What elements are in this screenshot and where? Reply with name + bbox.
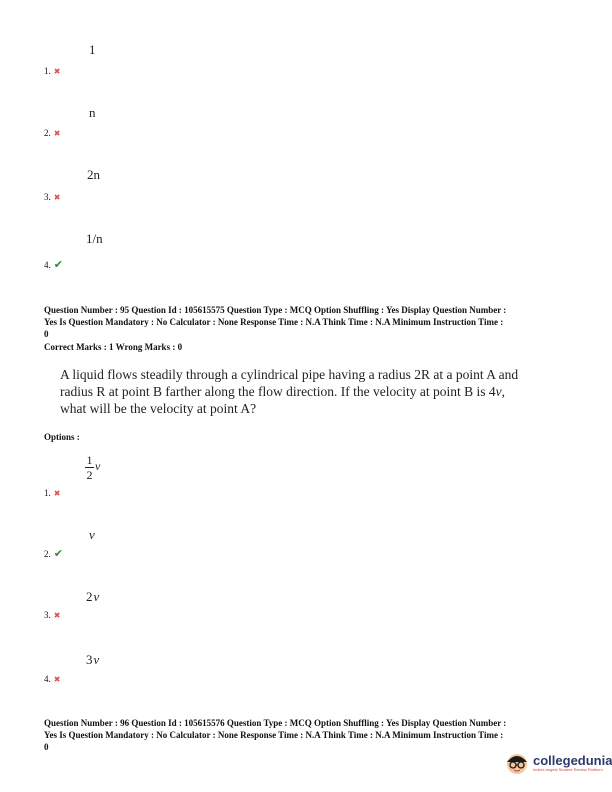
prev-option-4-text: 1/n (86, 231, 103, 246)
mascot-icon (504, 750, 530, 776)
prev-option-1-text: 1 (89, 42, 96, 57)
q95-meta-line1: Question Number : 95 Question Id : 105615575 Question Type : MCQ Option Shuffling : Yes Display Question Number : (44, 305, 507, 315)
prev-option-2-text: n (89, 105, 96, 120)
collegedunia-logo (500, 748, 612, 778)
velocity-symbol: v (95, 459, 101, 474)
check-icon: ✔ (53, 548, 63, 560)
prev-option-4-label (44, 258, 63, 271)
q95-option-2-label (44, 547, 63, 560)
velocity-symbol: v (495, 384, 502, 399)
question-line-3: what will be the velocity at point A? (60, 401, 257, 416)
q95-meta-line2: Yes Is Question Mandatory : No Calculator : None Response Time : N.A Think Time : N.A Minimum Instruction Time : (44, 317, 504, 327)
q95-question-text (60, 366, 550, 417)
q95-meta-line3: 0 (44, 329, 49, 339)
option-coefficient: 3 (86, 652, 93, 667)
q95-option-2-text (89, 527, 95, 543)
option-number: 3. (44, 610, 51, 620)
cross-icon: ✖ (53, 193, 61, 202)
question-line-2-text: radius R at point B farther along the flow direction. If the velocity at point B is 4 (60, 384, 496, 399)
option-number: 1. (44, 488, 51, 498)
fraction-numerator: 1 (86, 453, 93, 467)
option-number: 4. (44, 260, 51, 270)
question-line-1: A liquid flows steadily through a cylindrical pipe having a radius 2R at a point A and (60, 367, 519, 382)
cross-icon: ✖ (53, 67, 61, 76)
velocity-symbol: v (93, 652, 100, 667)
option-number: 1. (44, 66, 51, 76)
prev-option-1-label (44, 66, 60, 76)
q95-option-1-label (44, 488, 60, 498)
q95-option-1-text (85, 454, 100, 481)
q96-meta-line2: Yes Is Question Mandatory : No Calculator : None Response Time : N.A Think Time : N.A Minimum Instruction Time : (44, 730, 504, 740)
q96-meta-line3: 0 (44, 742, 49, 752)
prev-option-2-label (44, 128, 60, 138)
fraction (85, 454, 94, 481)
logo-name: collegedunia (533, 752, 612, 768)
q95-option-3-label (44, 610, 60, 620)
option-number: 2. (44, 549, 51, 559)
check-icon: ✔ (53, 259, 63, 271)
prev-option-3-text: 2n (87, 167, 100, 182)
prev-option-3-label (44, 192, 60, 202)
q95-option-3-text (86, 589, 99, 605)
logo-text (533, 754, 612, 773)
question-line-2 (60, 383, 550, 400)
velocity-symbol: v (93, 589, 100, 604)
logo-tagline: India's largest Student Review Platform (533, 766, 603, 772)
q96-meta-line1: Question Number : 96 Question Id : 105615576 Question Type : MCQ Option Shuffling : Yes Display Question Number : (44, 718, 507, 728)
options-label: Options : (44, 432, 80, 442)
velocity-symbol: v (89, 527, 95, 542)
q95-option-4-text (86, 652, 99, 668)
cross-icon: ✖ (53, 675, 61, 684)
q95-meta (44, 304, 584, 340)
option-number: 3. (44, 192, 51, 202)
fraction-denominator: 2 (86, 468, 93, 482)
option-number: 2. (44, 128, 51, 138)
question-line-2-end: , (501, 384, 506, 399)
q95-option-4-label (44, 674, 60, 684)
cross-icon: ✖ (53, 489, 61, 498)
cross-icon: ✖ (53, 129, 61, 138)
option-number: 4. (44, 674, 51, 684)
q95-marks: Correct Marks : 1 Wrong Marks : 0 (44, 342, 183, 352)
cross-icon: ✖ (53, 611, 61, 620)
option-coefficient: 2 (86, 589, 93, 604)
